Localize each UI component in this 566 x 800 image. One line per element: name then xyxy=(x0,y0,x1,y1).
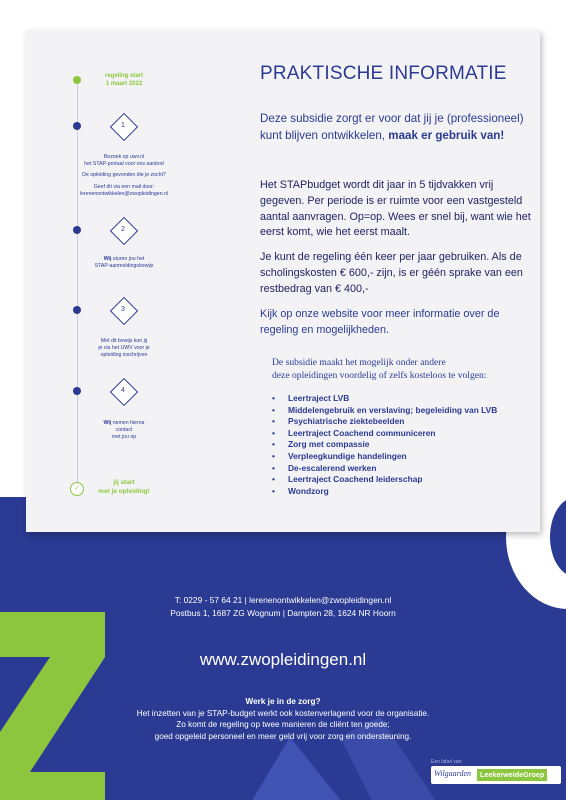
course-label: De-escalerend werken xyxy=(288,462,377,473)
bullet-icon: • xyxy=(272,485,275,496)
step-4-text xyxy=(76,420,172,442)
notice-line: De subsidie maakt het mogelijk onder andere xyxy=(272,357,446,368)
step-1-line: De opleiding gevonden die je zocht? xyxy=(82,172,166,179)
bullet-icon: • xyxy=(272,474,275,485)
intro-text xyxy=(260,110,530,144)
bullet-icon: • xyxy=(272,393,275,403)
intro-body: Deze subsidie zorgt er voor dat jij je (professioneel) kunt blijven ontwikkelen, xyxy=(260,112,524,142)
list-item xyxy=(272,393,497,405)
notice-line: deze opleidingen voordelig of zelfs kosteloos te volgen: xyxy=(272,370,487,381)
step-2-text xyxy=(76,256,172,270)
course-label: Verpleegkundige handelingen xyxy=(288,450,407,461)
step-3-line: je via het UWV voor je xyxy=(98,345,150,352)
step-4-line: contact xyxy=(115,427,133,434)
course-label: Zorg met compassie xyxy=(288,439,370,450)
timeline-start-dot xyxy=(73,76,81,84)
list-item xyxy=(272,439,497,451)
closing-line: Zo komt de regeling op twee manieren de cliënt ten goede; xyxy=(176,720,390,729)
step-2-number: 2 xyxy=(121,226,125,233)
bullet-icon: • xyxy=(272,439,275,450)
list-item xyxy=(272,463,497,475)
course-list xyxy=(272,393,497,497)
step-2-bold-lead: Wij xyxy=(103,256,112,262)
list-item xyxy=(272,405,497,417)
timeline-start-date: 1 maart 2022 xyxy=(105,81,143,87)
closing-question: Werk je in de zorg? xyxy=(245,697,321,706)
list-item xyxy=(272,428,497,440)
bullet-icon: • xyxy=(272,416,275,427)
timeline-end-line: met je opleiding! xyxy=(98,487,150,495)
bullet-icon: • xyxy=(272,450,275,461)
step-3-text xyxy=(76,338,172,360)
step-4-line: met jou op xyxy=(111,434,137,441)
bullet-icon: • xyxy=(272,404,275,415)
closing-text xyxy=(0,696,566,742)
contact-phone-email: T: 0229 - 57 64 21 | lerenenontwikkelen@zwopleidingen.nl xyxy=(174,595,392,605)
step-1-line: Bezoek op uwv.nl xyxy=(103,154,145,160)
list-item xyxy=(272,451,497,463)
timeline-dot xyxy=(73,387,81,395)
list-item xyxy=(272,486,497,498)
timeline-dot xyxy=(73,226,81,234)
timeline-end-line: jij start xyxy=(113,479,135,486)
check-icon: ✓ xyxy=(70,482,84,496)
step-2-line xyxy=(76,256,172,263)
once-per-year-paragraph: Je kunt de regeling één keer per jaar gebruiken. Als de scholingskosten € 600,- zijn, is er géén sprake van een restbedrag van € 400,- xyxy=(260,251,523,295)
course-label: Wondzorg xyxy=(288,485,329,496)
info-card xyxy=(26,30,540,532)
step-3-line: Met dit bewijs kun jij xyxy=(100,338,148,344)
step-4-bold-lead: Wij xyxy=(103,420,112,426)
course-label: Leertraject LVB xyxy=(288,393,350,403)
step-4-line xyxy=(76,420,172,427)
step-1-text xyxy=(76,154,172,198)
step-1-line: het STAP-portaal voor ons aanbod xyxy=(84,161,164,168)
course-label: Psychiatrische ziektebeelden xyxy=(288,416,405,427)
step-3-line: opleiding inschrijven xyxy=(100,352,148,359)
course-label: Leertraject Coachend communiceren xyxy=(288,427,436,438)
wilgaarden-logo: Wilgaarden xyxy=(434,769,472,778)
step-2-line: STAP-aanmeldingsbewijs xyxy=(94,263,154,270)
step-1-line: Geef dit via een mail door: xyxy=(93,183,155,190)
bullet-icon: • xyxy=(272,462,275,473)
page-title: PRAKTISCHE INFORMATIE xyxy=(260,63,507,84)
step-4-number: 4 xyxy=(121,387,125,394)
course-label: Middelengebruik en verslaving; begeleiding van LVB xyxy=(288,404,498,415)
closing-line: goed opgeleid personeel en meer geld vrij voor zorg en ondersteuning. xyxy=(154,731,412,741)
label-prefix: Een label van: xyxy=(431,759,463,765)
page-bottom-band xyxy=(0,497,566,800)
step-1-number: 1 xyxy=(121,122,125,129)
brand-logos xyxy=(431,766,561,784)
list-item xyxy=(272,416,497,428)
budget-paragraph: Het STAPbudget wordt dit jaar in 5 tijdvakken vrij gegeven. Per periode is er ruimte voor een vastgesteld aantal aanvragen. Op=op. Wees er snel bij, want wie het eerst komt, wie het eerst maalt. xyxy=(260,179,531,239)
website-info-paragraph: Kijk op onze website voor meer informatie over de regeling en mogelijkheden. xyxy=(260,308,500,336)
subsidy-notice xyxy=(272,356,532,382)
step-3-number: 3 xyxy=(121,306,125,313)
leekerweidegroep-logo: LeekerweideGroep xyxy=(477,769,547,781)
website-link[interactable]: www.zwopleidingen.nl xyxy=(199,650,367,669)
list-item xyxy=(272,474,497,486)
closing-line: Het inzetten van je STAP-budget werkt ook kostenverlagend voor de organisatie. xyxy=(136,708,430,718)
timeline-dot xyxy=(73,306,81,314)
step-1-line: lerenenontwikkelen@zwopleidingen.nl xyxy=(79,190,169,197)
intro-emphasis: maak er gebruik van! xyxy=(388,129,505,142)
course-label: Leertraject Coachend leiderschap xyxy=(288,474,423,485)
timeline-dot xyxy=(73,122,81,130)
timeline-start-line: regeling start xyxy=(104,73,143,79)
contact-addresses: Postbus 1, 1687 ZG Wognum | Dampten 28, 1624 NR Hoorn xyxy=(170,608,396,618)
timeline-start-label xyxy=(84,72,164,88)
application-timeline xyxy=(26,30,216,532)
step-2-line-text: sturen jou het xyxy=(112,256,145,262)
step-4-line-text: nemen hierna xyxy=(112,420,145,426)
bullet-icon: • xyxy=(272,427,275,438)
timeline-end-label xyxy=(84,479,164,496)
